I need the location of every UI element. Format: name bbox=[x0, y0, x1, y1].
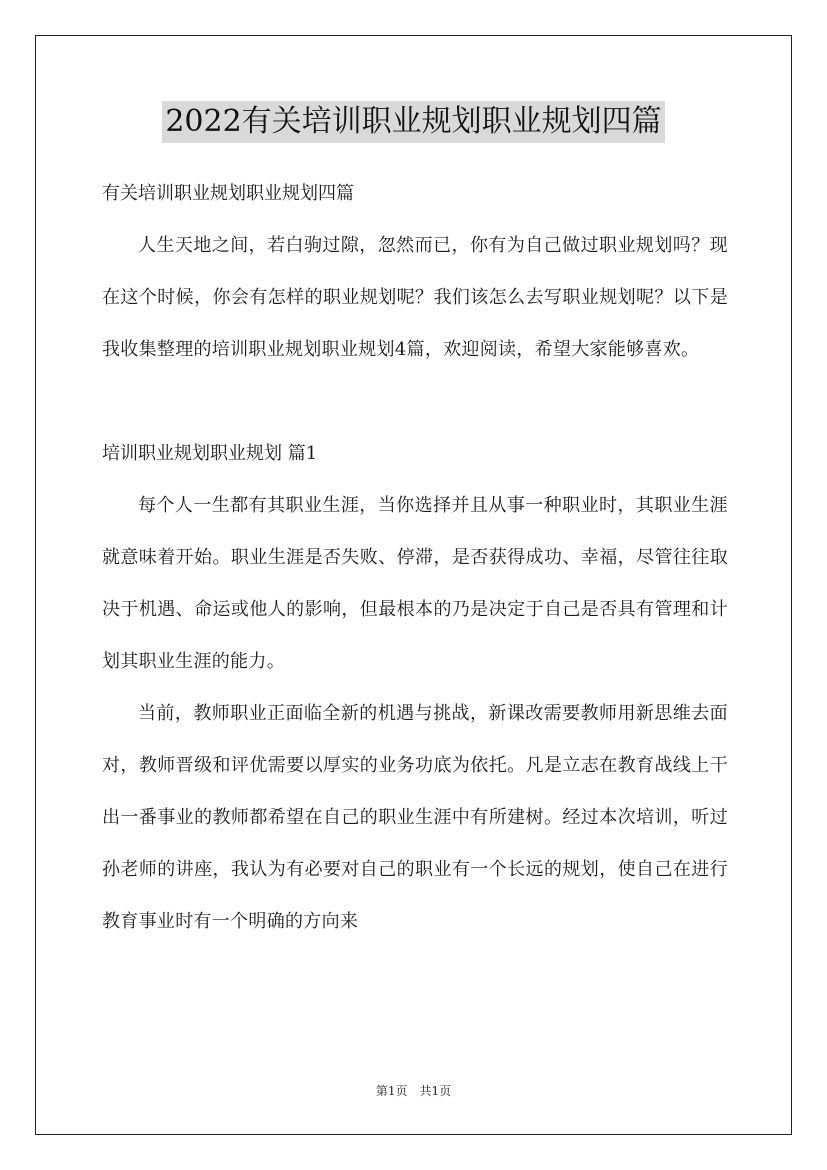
title-container bbox=[0, 101, 827, 143]
section-heading: 培训职业规划职业规划 篇1 bbox=[102, 443, 318, 464]
document-subtitle: 有关培训职业规划职业规划四篇 bbox=[102, 183, 354, 204]
document-title: 2022有关培训职业规划职业规划四篇 bbox=[162, 101, 664, 143]
body-paragraph-2: 当前，教师职业正面临全新的机遇与挑战，新课改需要教师用新思维去面对，教师晋级和评优需要以厚实的业务功底为依托。凡是立志在教育战线上干出一番事业的教师都希望在自己的职业生涯中有所建树。经过本次培训，听过孙老师的讲座，我认为有必要对自己的职业有一个长远的规划，使自己在进行教育事业时有一个明确的方向来 bbox=[102, 703, 728, 932]
blank-line bbox=[102, 376, 728, 428]
body-paragraph-1: 每个人一生都有其职业生涯，当你选择并且从事一种职业时，其职业生涯就意味着开始。职业生涯是否失败、停滞，是否获得成功、幸福，尽管往往取决于机遇、命运或他人的影响，但最根本的乃是决定于自己是否具有管理和计划其职业生涯的能力。 bbox=[102, 495, 728, 672]
document-body bbox=[102, 168, 728, 948]
page-footer: 第1页 共1页 bbox=[375, 1084, 452, 1098]
intro-paragraph: 人生天地之间，若白驹过隙，忽然而已，你有为自己做过职业规划吗？现在这个时候，你会有怎样的职业规划呢？我们该怎么去写职业规划呢？以下是我收集整理的培训职业规划职业规划4篇，欢迎阅读，希望大家能够喜欢。 bbox=[102, 235, 728, 360]
